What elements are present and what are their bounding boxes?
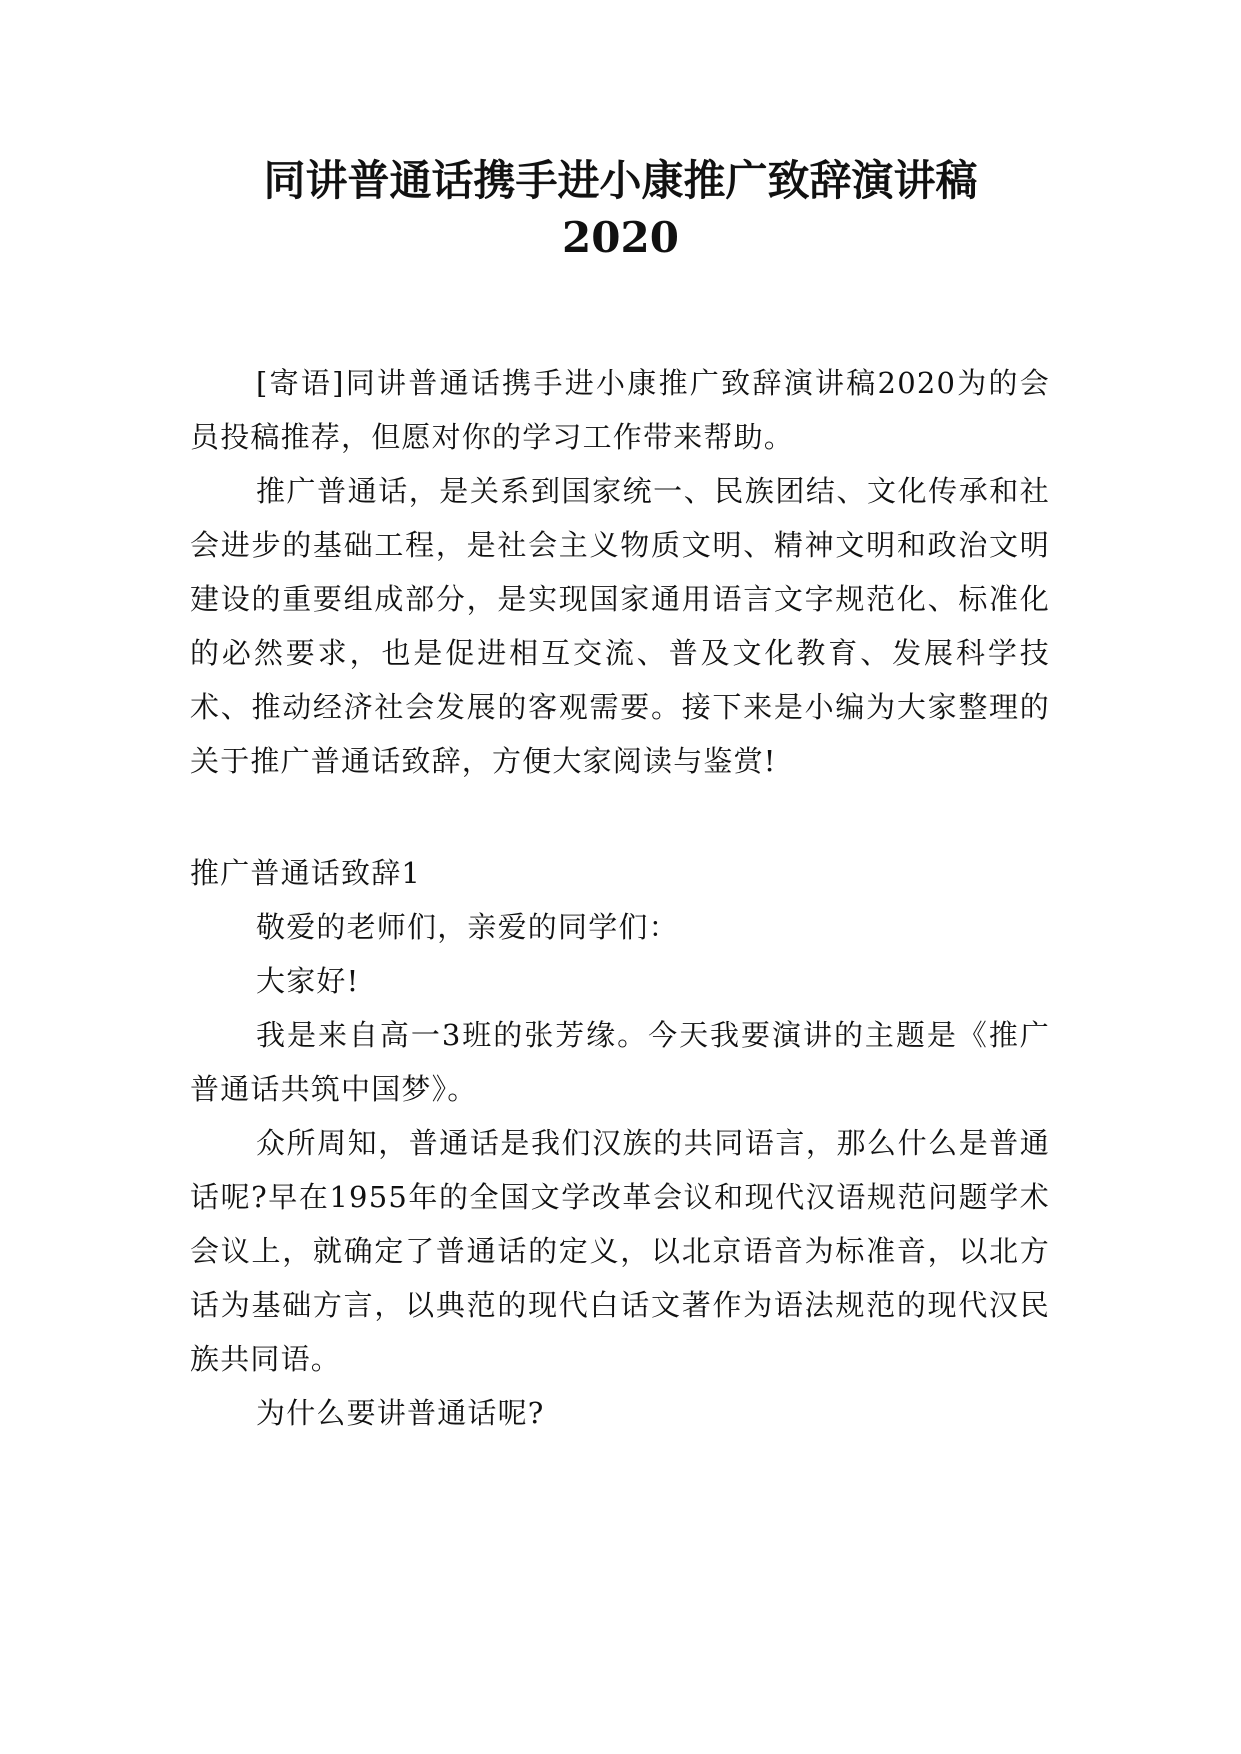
document-title [180, 152, 1061, 266]
paragraph-2: 我是来自高一3班的张芳缘。今天我要演讲的主题是《推广普通话共筑中国梦》。 [190, 1018, 1050, 1106]
intro-paragraph: [寄语]同讲普通话携手进小康推广致辞演讲稿2020为的会员投稿推荐，但愿对你的学习工作带来帮助。 [190, 366, 1050, 454]
section-spacer [190, 788, 1050, 846]
section-heading: 推广普通话致辞1 [190, 856, 422, 890]
paragraph-1: 推广普通话，是关系到国家统一、民族团结、文化传承和社会进步的基础工程，是社会主义物质文明、精神文明和政治文明建设的重要组成部分，是实现国家通用语言文字规范化、标准化的必然要求，也是促进相互交流、普及文化教育、发展科学技术、推动经济社会发展的客观需要。接下来是小编为大家整理的关于推广普通话致辞，方便大家阅读与鉴赏! [190, 474, 1050, 778]
hello-line: 大家好! [256, 964, 360, 998]
paragraph-3: 众所周知，普通话是我们汉族的共同语言，那么什么是普通话呢?早在1955年的全国文学改革会议和现代汉语规范问题学术会议上，就确定了普通话的定义，以北京语音为标准音，以北方话为基础方言，以典范的现代白话文著作为语法规范的现代汉民族共同语。 [190, 1126, 1050, 1376]
greeting-line: 敬爱的老师们，亲爱的同学们： [256, 910, 679, 944]
paragraph-4: 为什么要讲普通话呢? [256, 1396, 545, 1430]
document-body [190, 356, 1050, 1440]
title-line-2: 2020 [562, 213, 679, 262]
title-line-1: 同讲普通话携手进小康推广致辞演讲稿 [263, 156, 978, 205]
